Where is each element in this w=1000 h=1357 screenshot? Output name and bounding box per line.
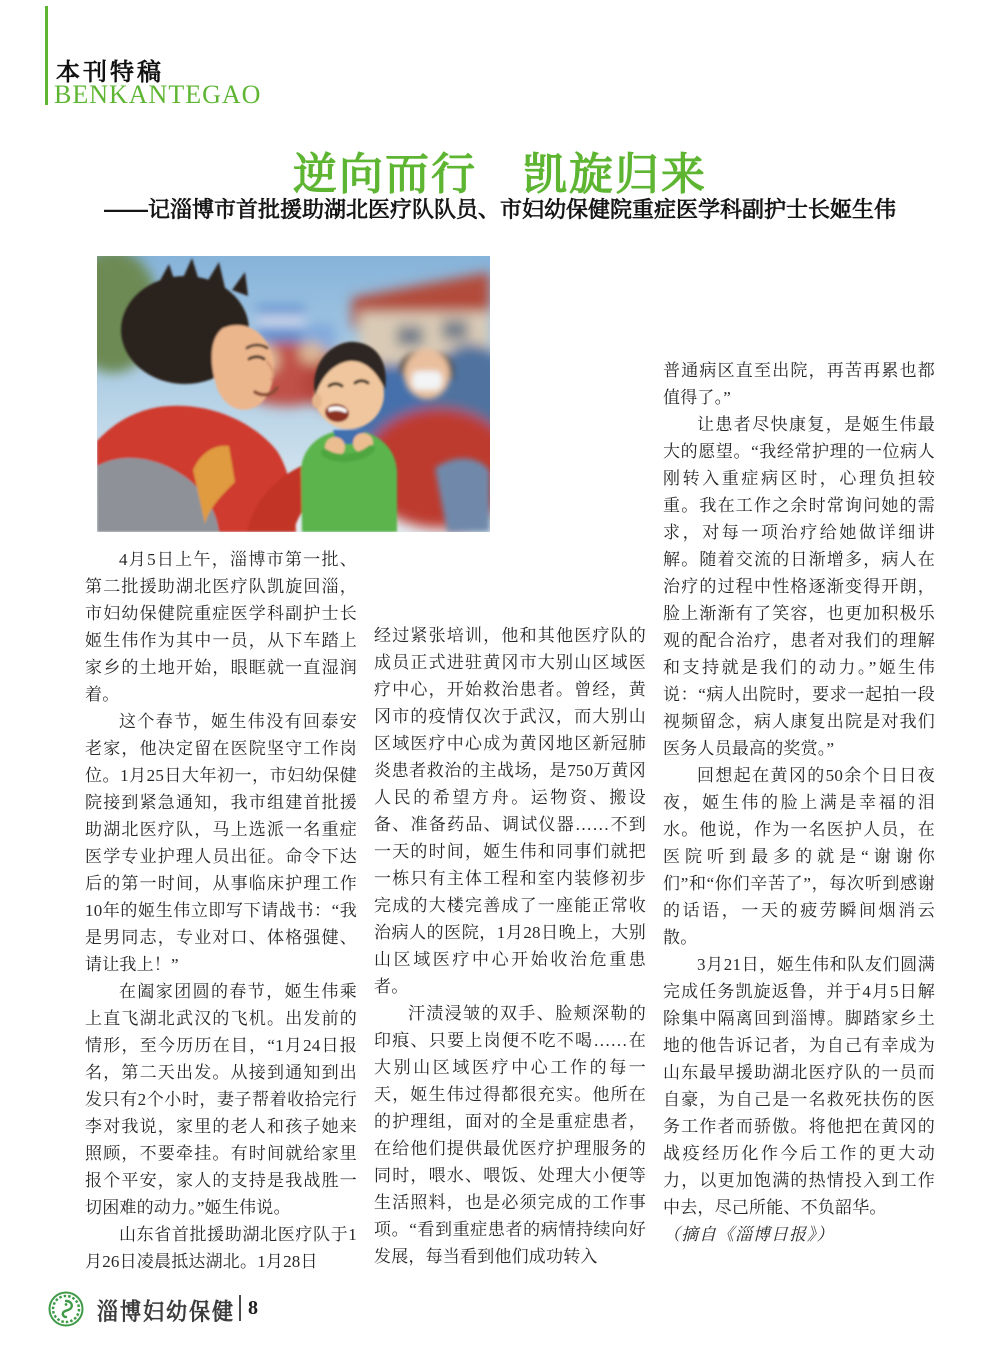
- footer-divider: [239, 1295, 241, 1321]
- paragraph: 让患者尽快康复，是姬生伟最大的愿望。“我经常护理的一位病人刚转入重症病区时，心理负担较重。我在工作之余时常询问她的需求，对每一项治疗给她做详细讲解。随着交流的日渐增多，病人在治疗的过程中性格逐渐变得开朗，脸上渐渐有了笑容，也更加积极乐观的配合治疗，患者对我们的理解和支持就是我们的动力。”姬生伟说：“病人出院时，要求一起拍一段视频留念，病人康复出院是对我们医务人员最高的奖赏。”: [663, 415, 935, 758]
- paragraph: 这个春节，姬生伟没有回泰安老家，他决定留在医院坚守工作岗位。1月25日大年初一，市妇幼保健院接到紧急通知，我市组建首批援助湖北医疗队，马上选派一名重症医学专业护理人员出征。命令下达后的第一时间，从事临床护理工作10年的姬生伟立即写下请战书：“我是男同志，专业对口、体格强健、请让我上！”: [85, 712, 357, 974]
- paragraph: 3月21日，姬生伟和队友们圆满完成任务凯旋返鲁，并于4月5日解除集中隔离回到淄博。脚踏家乡土地的他告诉记者，为自己有幸成为山东最早援助湖北医疗队的一员而自豪，为自己是一名救死扶伤的医务工作者而骄傲。将他把在黄冈的战疫经历化作今后工作的更大动力，以更加饱满的热情投入到工作中去，尽己所能、不负韶华。: [663, 955, 935, 1217]
- journal-name: 淄博妇幼保健: [97, 1297, 235, 1325]
- laurel-wreath-emblem-icon: [48, 1291, 84, 1327]
- paragraph: 普通病区直至出院，再苦再累也都值得了。”: [663, 361, 935, 407]
- returning-medic-greeting-child-photo: [97, 256, 490, 532]
- text-column-right: [663, 357, 935, 1248]
- article-photo: [97, 256, 490, 532]
- paragraph: （摘自《淄博日报》）: [663, 1225, 835, 1244]
- paragraph: 汗渍浸皱的双手、脸颊深勒的印痕、只要上岗便不吃不喝……在大别山区域医疗中心工作的每一天，姬生伟过得都很充实。他所在的护理组，面对的全是重症患者，在给他们提供最优医疗护理服务的同时，喂水、喂饭、处理大小便等生活照料，也是必须完成的工作事项。“看到重症患者的病情持续向好发展，每当看到他们成功转入: [374, 1004, 646, 1266]
- accent-bar: [45, 6, 48, 105]
- section-label-pinyin: BENKANTEGAO: [54, 80, 262, 109]
- paragraph: 4月5日上午，淄博市第一批、第二批援助湖北医疗队凯旋回淄，市妇幼保健院重症医学科副护士长姬生伟作为其中一员，从下车踏上家乡的土地开始，眼眶就一直湿润着。: [85, 550, 357, 704]
- text-column-middle: [374, 622, 646, 1270]
- article-title: 逆向而行 凯旋归来: [293, 150, 707, 199]
- page-number: 8: [248, 1297, 258, 1319]
- paragraph: 山东省首批援助湖北医疗队于1月26日凌晨抵达湖北。1月28日: [85, 1225, 357, 1271]
- paragraph: 在阖家团圆的春节，姬生伟乘上直飞湖北武汉的飞机。出发前的情形，至今历历在目，“1月24日报名，第二天出发。从接到通知到出发只有2个小时，妻子帮着收拾完行李对我说，家里的老人和孩子她来照顾，不要牵挂。有时间就给家里报个平安，家人的支持是我战胜一切困难的动力。”姬生伟说。: [85, 982, 357, 1217]
- paragraph: 回想起在黄冈的50余个日日夜夜，姬生伟的脸上满是幸福的泪水。他说，作为一名医护人员，在医院听到最多的就是“谢谢你们”和“你们辛苦了”，每次听到感谢的话语，一天的疲劳瞬间烟消云散。: [663, 766, 935, 947]
- section-label: 本刊特稿: [56, 59, 164, 86]
- article-subtitle: ——记淄博市首批援助湖北医疗队队员、市妇幼保健院重症医学科副护士长姬生伟: [103, 197, 896, 222]
- text-column-left: [85, 546, 357, 1275]
- paragraph: 经过紧张培训，他和其他医疗队的成员正式进驻黄冈市大别山区域医疗中心，开始救治患者。曾经，黄冈市的疫情仅次于武汉，而大别山区域医疗中心成为黄冈地区新冠肺炎患者救治的主战场，是750万黄冈人民的希望方舟。运物资、搬设备、准备药品、调试仪器……不到一天的时间，姬生伟和同事们就把一栋只有主体工程和室内装修初步完成的大楼完善成了一座能正常收治病人的医院，1月28日晚上，大别山区域医疗中心开始收治危重患者。: [374, 626, 646, 996]
